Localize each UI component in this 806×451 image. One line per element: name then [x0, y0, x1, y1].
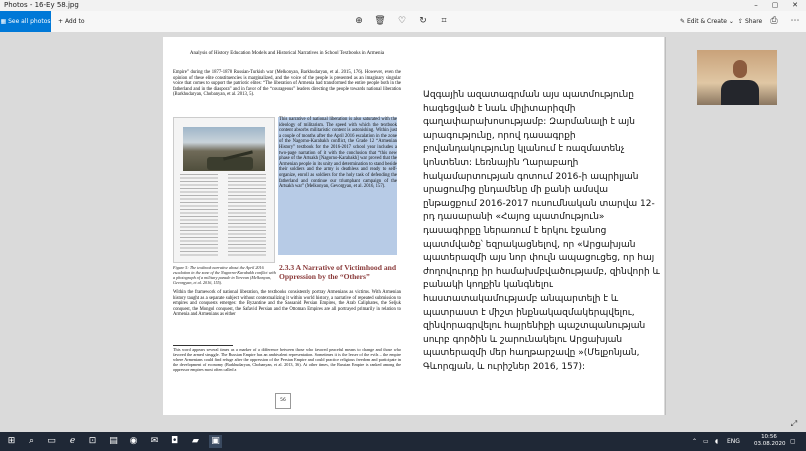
armenian-translation: Ազգային ազատագրման այս պատմությունը հագեցված է նաև միլիտարիզմի գաղափարախոսությամբ: Զարմանալի է այն արագությունը, որով դասագրքի բովանդակությունը կլանում է ռազմատենչ կոնտենտ: Լեռնային Ղարաբաղի հակամարտության գոտում 2016-ի ապրիլյան սրացումից ընդամենը մի քանի ամսվա ընթացքում 2016-2017 ուսումնական տարվա 12-րդ դասարանի «Հայոց պատմություն» դասագիրքը ներառում է երկու էջանոց պատմվածք՝ եզրակացնելով, որ «Արցախյան պատերազմի այս նոր փուլն ապացուցեց, որ հայ ժողովուրդը իր համախմբվածությամբ, զինվորի և բանակի կողքին կանգնելու հաստատակամությամբ անպարտելի է և պատրաստ է միշտ ինքնակազմակերպվելու, զինվորագրվելու հայրենիքի պաշտպանության սուրբ գործին և շարունակելու Արցախյան պատերազմի մեր հաղթարշավը »(Մելքոնյան, Գևորգյան, և ուրիշներ 2016, 157):	[423, 90, 660, 372]
title-bar	[0, 0, 806, 11]
edge-browser-icon[interactable]: ℯ	[69, 436, 76, 446]
intro-paragraph: Empire” during the 1877-1878 Russian-Turkish war (Melkonyan, Barkhudaryan, et al. 2015, 176). However, even the opinion of these elite constituencies is marginalized, and the voice of the people is presented as an imaginary singular voice that comes to support the patriotic elites: “The liberation of Armenia had transformed the entire people both in the fatherland and in the diaspora” and in favor of the “courageous” leaders directing the people towards national liberation (Barkhudaryan, Chobanyan, et al. 2013, 5).	[173, 70, 401, 98]
windows-start-icon[interactable]: ⊞	[7, 436, 16, 446]
taskbar	[0, 432, 806, 451]
running-head: Analysis of History Education Models and Historical Narratives in School Textbooks in Armenia	[189, 51, 385, 56]
minimize-button[interactable]: –	[754, 1, 758, 9]
clock-time: 10:56	[761, 434, 777, 440]
webcam-video-thumbnail[interactable]	[697, 50, 777, 105]
rotate-icon[interactable]: ↻	[419, 16, 427, 26]
military-parade-photo	[183, 127, 265, 171]
photos-toolbar	[0, 11, 806, 33]
section-heading: 2.3.3 A Narrative of Victimhood and Oppression by the “Others”	[279, 263, 397, 281]
figure-text-column	[228, 174, 266, 258]
share-button[interactable]	[738, 11, 762, 32]
print-icon[interactable]: ⎙	[770, 16, 778, 26]
chevron-down-icon: ⌄	[728, 18, 734, 25]
close-button[interactable]: ✕	[792, 1, 798, 9]
mail-icon[interactable]: ✉	[150, 436, 159, 446]
edit-icon: ✎	[680, 18, 687, 25]
person-head-shape	[733, 60, 747, 78]
photos-icon: ▦	[0, 18, 9, 25]
search-icon[interactable]: ⌕	[28, 436, 35, 446]
footnotes: This word appears several times as a marker of a difference between those who favored peaceful means to change and those who favored the armed struggle. The Russian Empire has an ambivalent representation. Sometimes it is the lesser of the evils – the empire where Armenians could find refuge after the oppression of the Persian Empire and could practice religious freedom and participate in the development of economy (Barkhudaryan, Chobanyan, et al. 2013, 36). At other times, the Russian Empire is ranked among the oppressor empires most often called a	[173, 347, 401, 372]
textbook-page	[163, 37, 411, 415]
heart-icon[interactable]: ♡	[397, 16, 407, 26]
edit-create-button[interactable]	[680, 11, 734, 32]
input-language[interactable]: ENG	[727, 438, 740, 445]
figure-text-column	[180, 174, 218, 258]
add-icon: +	[58, 18, 65, 25]
chrome-icon[interactable]: ◉	[129, 436, 138, 446]
add-to-button[interactable]	[58, 11, 84, 32]
file-explorer-icon[interactable]: ▤	[109, 436, 118, 446]
zoom-icon[interactable]: ⊕	[355, 16, 363, 26]
figure-caption: Figure 5: The textbook narrative about the April 2016 escalation in the zone of the Nagorno-Karabakh conflict with a photograph of a military parade in Yerevan (Melkonyan, Gevorgyan, et al. 2016, 155).	[173, 265, 276, 285]
person-body-shape	[721, 80, 759, 105]
highlighted-passage: This narrative of national liberation is also saturated with the ideology of militarism. The speed with which the textbook content absorbs militaristic content is astonishing. Within just a couple of months after the April 2016 escalation in the zone of the Nagorno-Karabakh conflict, the Grade 12 “Armenian History” textbook for the 2016-2017 school year includes a two-page narration of it with the conclusion that “this new phase of the Artsakh [Nagorno-Karabakh] war proved that the Armenian people in its unity and determination to stand beside their soldiers and the army is deathless and ready to self-organize, enroll as soldiers for the holy task of defending the fatherland and continue our triumphant campaign of the Artsakh war” (Melkonyan, Gevorgyan, et al. 2016, 157).	[279, 117, 397, 190]
see-all-photos-label: See all photos	[8, 18, 51, 25]
taskbar-clock[interactable]	[754, 434, 784, 448]
notifications-icon[interactable]: ▢	[790, 438, 796, 445]
more-options-button[interactable]: ⋯	[790, 16, 800, 26]
expand-icon[interactable]: ⤢	[790, 419, 798, 428]
clock-date: 03.08.2020	[754, 441, 786, 447]
tray-chevron-icon[interactable]: ⌃	[692, 438, 698, 445]
pdf-reader-icon[interactable]: ▰	[192, 436, 199, 446]
crop-icon[interactable]: ⌗	[441, 16, 447, 26]
photo-edge	[665, 37, 666, 415]
see-all-photos-button[interactable]	[0, 11, 51, 32]
add-to-label: Add to	[64, 18, 85, 25]
network-icon[interactable]: ▭	[703, 438, 709, 445]
volume-icon[interactable]: ◖	[715, 438, 719, 445]
textbook-figure	[173, 117, 275, 263]
footnote-rule	[173, 345, 233, 346]
window-title: Photos - 16-Ey 58.jpg	[4, 1, 79, 9]
maximize-button[interactable]: ▢	[771, 1, 779, 9]
section-paragraph: Within the framework of national liberation, the textbooks consistently portray Armenians as victims. With Armenian history taught as a separate subject without contextualizing it within world history, a narrative of repeated submission to empires and conquests emerges: the Byzantine and the Sassanid Persian Empires, the Arab Caliphates, the Seljuk conquest, the Mongol conquest, the Safavid Persian and the Ottoman Empires are all portrayed primarily in relation to Armenia and Armenians as either	[173, 290, 401, 318]
share-label: Share	[744, 18, 763, 25]
store-icon[interactable]: ⊡	[88, 436, 97, 446]
page-number: 56	[275, 393, 291, 409]
task-view-icon[interactable]: ▭	[47, 436, 56, 446]
zoom-app-icon[interactable]: ◘	[170, 436, 179, 446]
document-photo	[163, 37, 664, 415]
photos-app-icon[interactable]: ▣	[209, 435, 222, 448]
share-icon: ⇪	[738, 18, 745, 25]
edit-create-label: Edit & Create	[686, 18, 727, 25]
delete-icon[interactable]: 🗑	[374, 16, 386, 26]
